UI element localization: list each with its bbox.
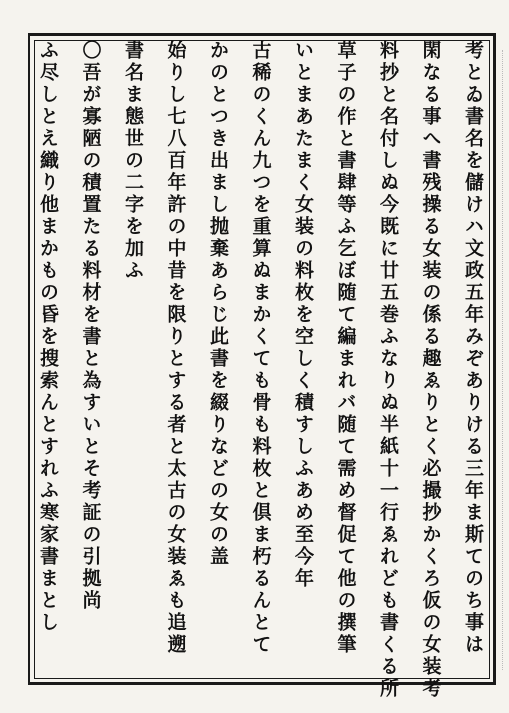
text-column-9: 書名ま態世の二字を加ふ <box>122 40 144 282</box>
page-gutter-edge <box>502 50 507 670</box>
text-column-5: いとまあたまく女装の料枚を空しく積すしふあめ至今年 <box>292 40 314 590</box>
text-column-2: 閑なる事へ書残操る女装の係る趣ゑりとく必撮抄かくろ仮の女装考 <box>419 40 442 700</box>
text-column-7: かのとつき出まし抛棄あらじ此書を綴りなどの女の盖 <box>207 40 229 568</box>
text-column-1: 考とゐ書名を儲けハ文政五年みぞありける三年ま斯てのち事は <box>462 40 484 656</box>
text-column-4: 草子の作と書肆等ふ乞ぼ随て編まれバ随て需め督促て他の撰筆 <box>334 40 357 656</box>
text-column-6: 古稀のくん九つを重算ぬまかくても骨も料枚と倶ま朽るんとて <box>249 40 272 656</box>
text-column-11: ふ尽しとえ織り他まかもの昏を搜索んとすれふ寒家書まとし <box>37 40 59 634</box>
vertical-text-block <box>34 40 486 700</box>
text-column-8: 始りし七八百年許の中昔を限りとする者と太古の女装ゑも追遡 <box>164 40 187 656</box>
text-column-10: 〇吾が寡陋の積置たる料材を書と為すいとそ考証の引拠尚 <box>79 40 102 612</box>
text-column-3: 料抄と名付しぬ今既に廿五巻ふなりぬ半紙十一行ゑれども書くる所 <box>377 40 399 700</box>
